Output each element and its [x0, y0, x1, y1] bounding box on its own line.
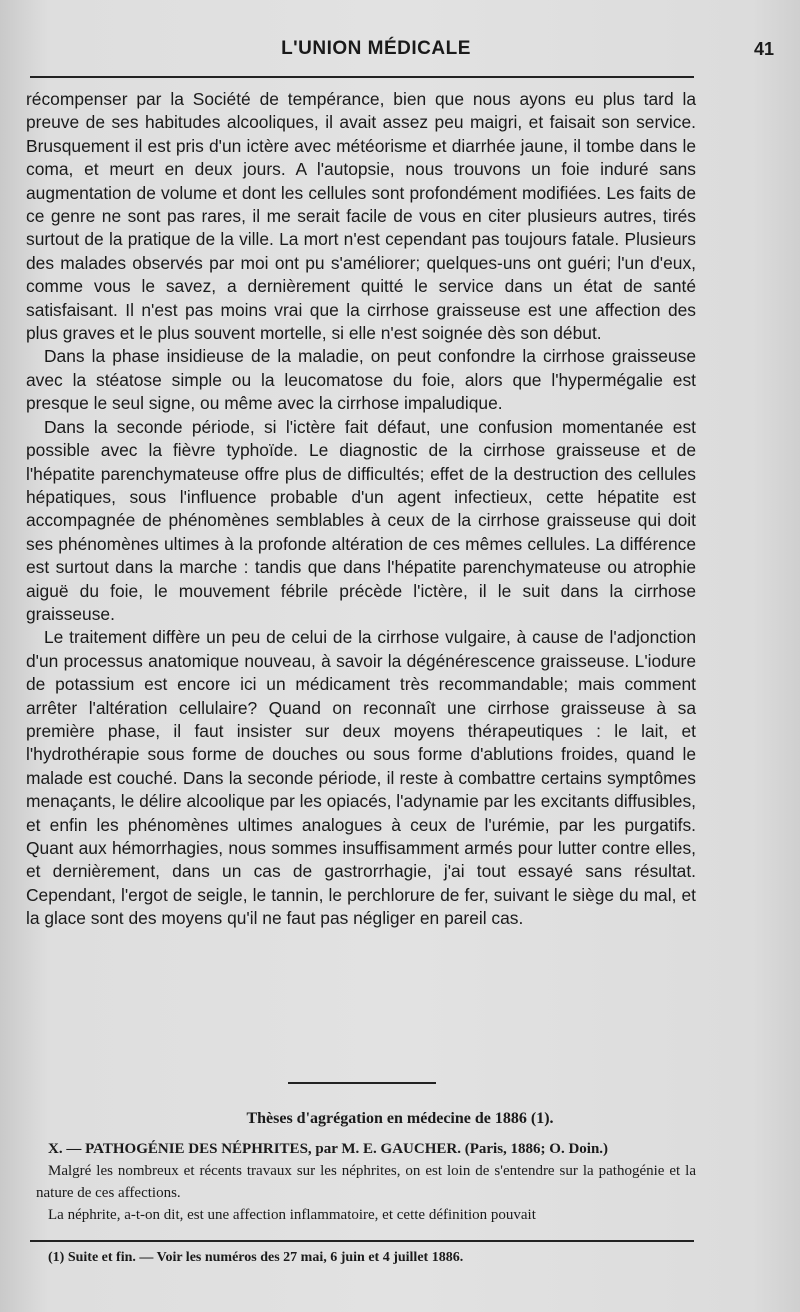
review-heading: X. — PATHOGÉNIE DES NÉPHRITES, par M. E. GAUCHER. (Paris, 1886; O. Doin.) — [48, 1141, 609, 1157]
body-paragraph: Dans la seconde période, si l'ictère fait défaut, une confusion momentanée est possible avec la fièvre typhoïde. Le diagnostic de la cirrhose graisseuse et de l'hépatite parenchymateuse offre plus de difficultés; effet de la destruction des cellules hépatiques, sous l'influence probable d'un agent infectieux, cette hépatite est accompagnée de phénomènes semblables à ceux de la cirrhose graisseuse qui doit ses phénomènes ultimes à la profonde altération de ces mêmes cellules. La différence est surtout dans la marche : tandis que dans l'hépatite parenchymateuse ou atrophie aiguë du foie, le mouvement fébrile précède l'ictère, il le suit dans la cirrhose graisseuse. — [26, 416, 696, 624]
running-title: L'UNION MÉDICALE — [281, 38, 471, 59]
section-title: Thèses d'agrégation en médecine de 1886 (1). — [246, 1110, 554, 1127]
review-entry — [36, 1138, 696, 1226]
footnote: (1) Suite et fin. — Voir les numéros des 27 mai, 6 juin et 4 juillet 1886. — [48, 1250, 464, 1265]
page-header — [30, 38, 774, 68]
review-paragraph: Malgré les nombreux et récents travaux sur les néphrites, on est loin de s'entendre sur la pathogénie et la nature de ces affections. — [36, 1163, 696, 1201]
body-paragraph: récompenser par la Société de tempérance, bien que nous ayons eu plus tard la preuve de ses habitudes alcooliques, il avait assez peu maigri, et faisait son service. Brusquement il est pris d'un ictère avec météorisme et diarrhée jaune, il tombe dans le coma, et meurt en deux jours. A l'autopsie, nous trouvons un foie induré sans augmentation de volume et dont les cellules sont profondément modifiées. Les faits de ce genre ne sont pas rares, il me serait facile de vous en citer plusieurs autres, tirés surtout de la pratique de la ville. La mort n'est cependant pas toujours fatale. Plusieurs des malades observés par moi ont pu s'améliorer; quelques-uns ont guéri; l'un d'eux, comme vous le savez, a dernièrement quitté le service dans un état de santé satisfaisant. Il n'est pas moins vrai que la cirrhose graisseuse est une affection des plus graves et le plus souvent mortelle, si elle n'est soignée dès son début. — [26, 89, 696, 344]
article-body — [26, 88, 696, 931]
section-divider — [288, 1082, 436, 1084]
footnote-rule — [30, 1240, 694, 1242]
body-paragraph: Le traitement diffère un peu de celui de la cirrhose vulgaire, à cause de l'adjonction d'un processus anatomique nouveau, à savoir la dégénérescence graisseuse. L'iodure de potassium est encore ici un médicament très recommandable; mais comment arrêter l'altération cellulaire? Quand on reconnaît une cirrhose graisseuse à sa première phase, il faut insister sur deux moyens thérapeutiques : le lait, et l'hydrothérapie sous forme de douches ou sous forme d'ablutions froides, quand le malade est couché. Dans la seconde période, il reste à combattre certains symptômes menaçants, le délire alcoolique par les opiacés, l'adynamie par les excitants diffusibles, et enfin les phénomènes ultimes analogues à ceux de l'urémie, par les purgatifs. Quant aux hémorrhagies, nous sommes insuffisamment armés pour lutter contre elles, et dernièrement, dans un cas de gastrorrhagie, j'ai tout essayé sans résultat. Cependant, l'ergot de seigle, le tannin, le perchlorure de fer, suivant le siège du mal, et la glace sont des moyens qu'il ne faut pas négliger en pareil cas. — [26, 627, 697, 929]
review-paragraph: La néphrite, a-t-on dit, est une affection inflammatoire, et cette définition pouvait — [48, 1207, 536, 1223]
body-paragraph: Dans la phase insidieuse de la maladie, on peut confondre la cirrhose graisseuse avec la stéatose simple ou la leucomatose du foie, alors que l'hypermégalie est presque le seul signe, ou même avec la cirrhose impaludique. — [26, 346, 696, 414]
header-rule — [30, 76, 694, 78]
page-number: 41 — [753, 39, 774, 59]
